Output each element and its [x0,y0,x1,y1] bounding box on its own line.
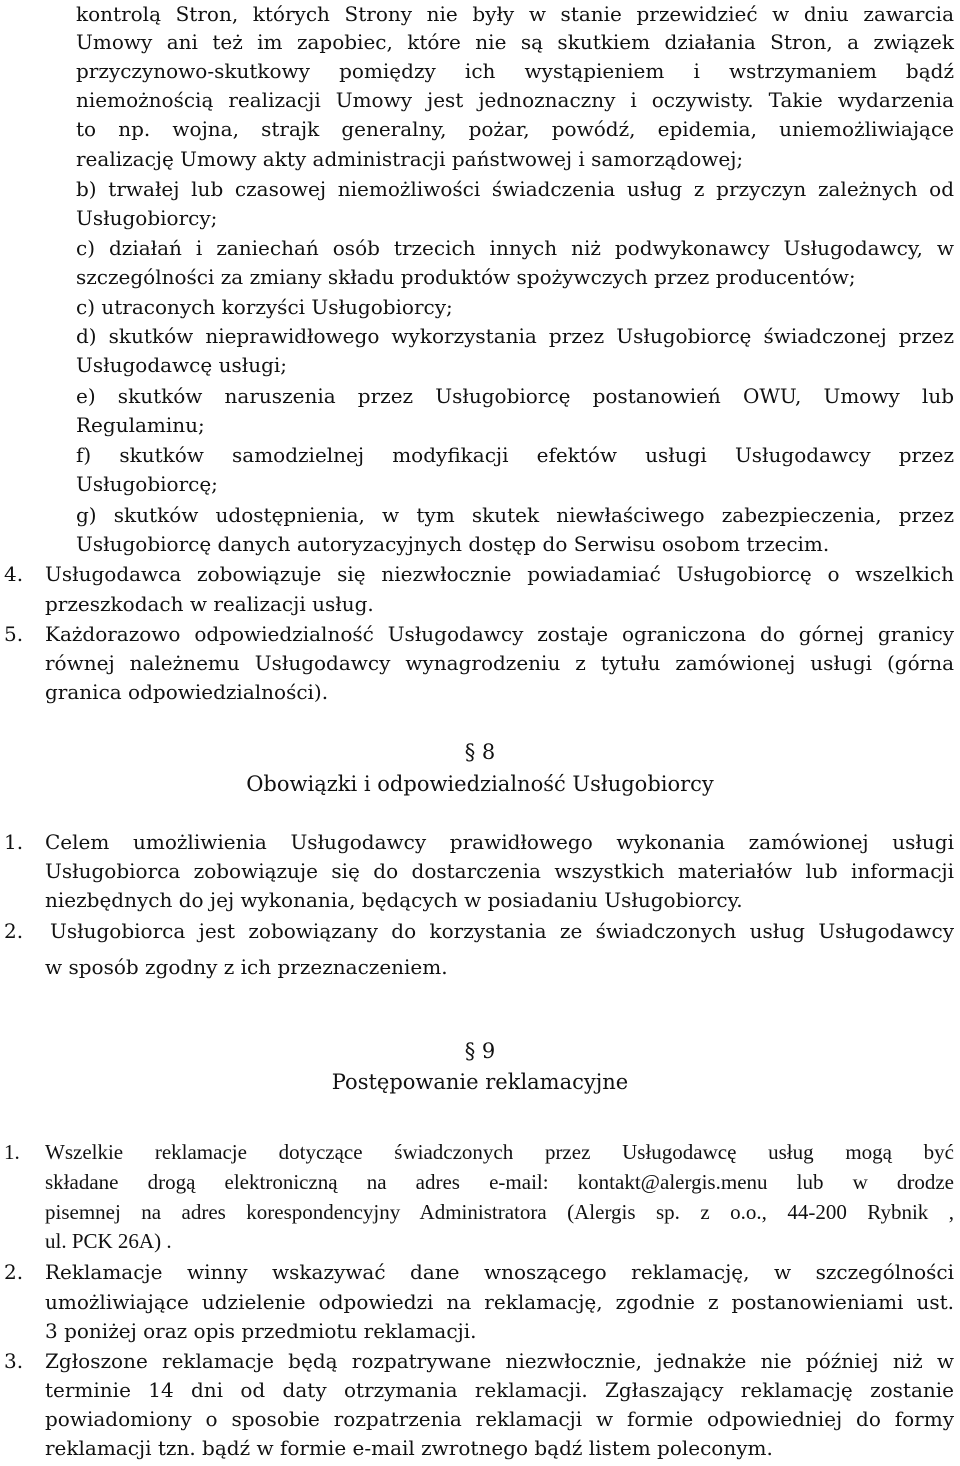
point-line: 3 poniżej oraz opis przedmiotu reklamacji. [45,1319,477,1343]
point-number: 1. [4,1140,20,1164]
point-line: reklamacji tzn. bądź w formie e-mail zwrotnego bądź listem poleconym. [45,1436,773,1460]
point-number: 4. [4,562,24,586]
point-number: 5. [4,622,24,646]
point-line: ul. PCK 26A) . [45,1229,172,1253]
point-line: pisemnej na adres korespondencyjny Administratora (Alergis sp. z o.o., 44-200 Rybnik , [45,1200,954,1224]
point-line: Każdorazowo odpowiedzialność Usługodawcy zostaje ograniczona do górnej granicy [45,622,954,646]
list-item-line: f) skutków samodzielnej modyfikacji efektów usługi Usługodawcy przez [76,443,954,467]
point-number: 2. [4,1260,24,1284]
point-line: powiadomiony o sposobie rozpatrzenia reklamacji w formie odpowiedniej do formy [45,1407,954,1431]
point-line: granica odpowiedzialności). [45,680,329,704]
point-line: Usługobiorca zobowiązuje się do dostarczenia wszystkich materiałów lub informacji [45,859,954,883]
list-item-line: Usługobiorcy; [76,206,218,230]
point-line: terminie 14 dni od daty otrzymania reklamacji. Zgłaszający reklamację zostanie [45,1378,954,1402]
point-line: Usługodawca zobowiązuje się niezwłocznie powiadamiać Usługobiorcę o wszelkich [45,562,954,586]
point-line: równej należnemu Usługodawcy wynagrodzeniu z tytułu zamówionej usługi (górna [45,651,954,675]
point-number: 3. [4,1349,24,1373]
point-line: Wszelkie reklamacje dotyczące świadczonych przez Usługodawcę usług mogą być [45,1140,954,1164]
text-line: przyczynowo-skutkowy pomiędzy ich wystąpieniem i wstrzymaniem bądź [76,59,954,83]
point-line: Usługobiorca jest zobowiązany do korzystania ze świadczonych usług Usługodawcy [50,919,954,943]
list-item-line: c) działań i zaniechań osób trzecich innych niż podwykonawcy Usługodawcy, w [76,236,954,260]
list-item-line: Usługobiorcę; [76,472,218,496]
section-number: § 9 [464,1039,496,1063]
list-item-line: e) skutków naruszenia przez Usługobiorcę postanowień OWU, Umowy lub [76,384,954,408]
point-line: Reklamacje winny wskazywać dane wnoszącego reklamację, w szczególności [45,1260,954,1284]
text-line: Umowy ani też im zapobiec, które nie są skutkiem działania Stron, a związek [76,30,954,54]
point-line: przeszkodach w realizacji usług. [45,592,374,616]
section-title: Postępowanie reklamacyjne [331,1070,629,1094]
section-title: Obowiązki i odpowiedzialność Usługobiorcy [246,772,714,796]
list-item-line: szczególności za zmiany składu produktów spożywczych przez producentów; [76,265,856,289]
list-item-line: b) trwałej lub czasowej niemożliwości świadczenia usług z przyczyn zależnych od [76,177,954,201]
point-line: niezbędnych do jej wykonania, będących w posiadaniu Usługobiorcy. [45,888,743,912]
list-item-line: d) skutków nieprawidłowego wykorzystania przez Usługobiorcę świadczonej przez [76,324,954,348]
point-line: Celem umożliwienia Usługodawcy prawidłowego wykonania zamówionej usługi [45,830,954,854]
text-line: kontrolą Stron, których Strony nie były w stanie przewidzieć w dniu zawarcia [76,2,954,26]
point-line: w sposób zgodny z ich przeznaczeniem. [45,955,448,979]
point-line: umożliwiające udzielenie odpowiedzi na reklamację, zgodnie z postanowieniami ust. [45,1290,954,1314]
section-number: § 8 [464,740,496,764]
point-line: Zgłoszone reklamacje będą rozpatrywane niezwłocznie, jednakże nie później niż w [45,1349,954,1373]
list-item-line: c) utraconych korzyści Usługobiorcy; [76,295,453,319]
point-number: 1. [4,830,24,854]
point-number: 2. [4,919,24,943]
list-item-line: Regulaminu; [76,413,205,437]
text-line: niemożnością realizacji Umowy jest jednoznaczny i oczywisty. Takie wydarzenia [76,88,954,112]
text-line: to np. wojna, strajk generalny, pożar, powódź, epidemia, uniemożliwiające [76,117,954,141]
list-item-line: g) skutków udostępnienia, w tym skutek niewłaściwego zabezpieczenia, przez [76,503,954,527]
point-line: składane drogą elektroniczną na adres e-mail: kontakt@alergis.menu lub w drodze [45,1170,954,1194]
list-item-line: Usługobiorcę danych autoryzacyjnych dostęp do Serwisu osobom trzecim. [76,532,830,556]
list-item-line: Usługodawcę usługi; [76,353,288,377]
text-line: realizację Umowy akty administracji państwowej i samorządowej; [76,147,744,171]
